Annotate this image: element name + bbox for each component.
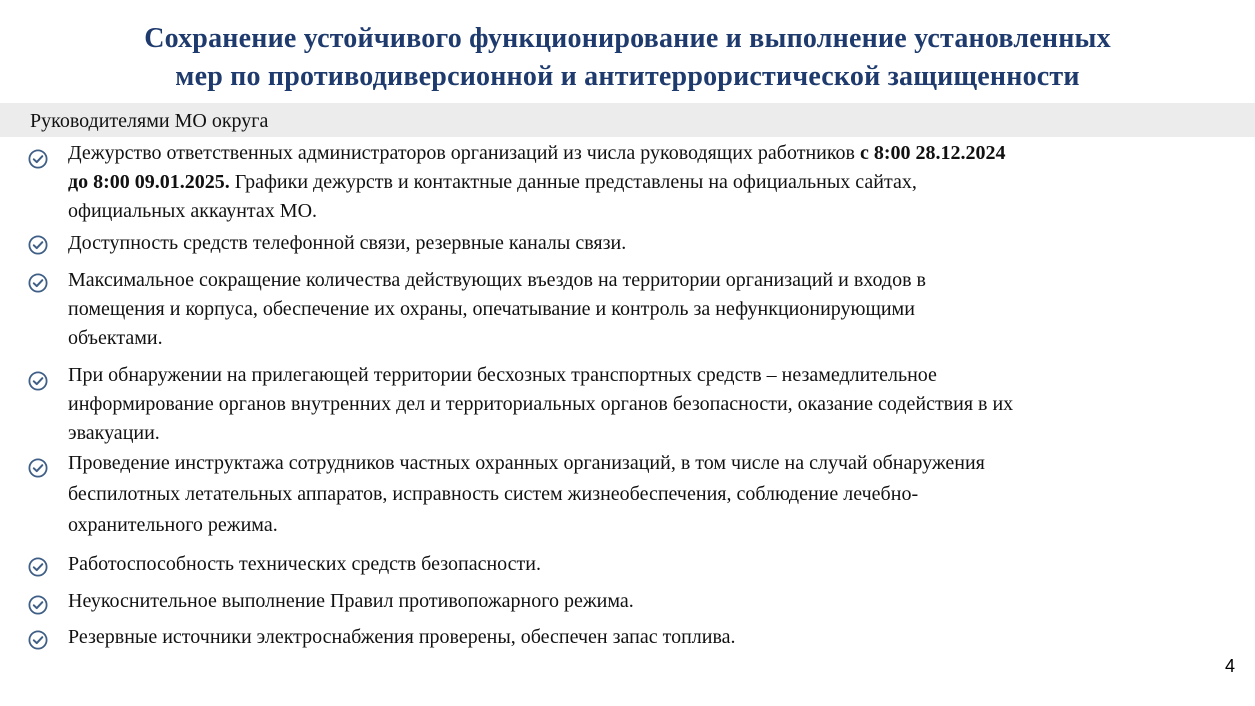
check-circle-icon	[28, 273, 48, 293]
list-item-text	[68, 361, 1208, 448]
list-item-text	[68, 266, 1208, 353]
list-item-text-5c: охранительного режима.	[68, 514, 278, 536]
list-item-date-start: с 8:00 28.12.2024	[860, 142, 1006, 164]
list-item-text-8: Резервные источники электроснабжения проверены, обеспечен запас топлива.	[68, 626, 736, 648]
list-item-text	[68, 623, 1208, 652]
list-item-text-5a: Проведение инструктажа сотрудников частных охранных организаций, в том числе на случай обнаружения	[68, 452, 985, 474]
list-item-text	[68, 139, 1208, 226]
list-item-text-1c: официальных аккаунтах МО.	[68, 200, 318, 222]
list-item-text-4b: информирование органов внутренних дел и территориальных органов безопасности, оказание содействия в их	[68, 393, 1014, 415]
check-circle-icon	[28, 595, 48, 615]
list-item-text	[68, 550, 1208, 579]
slide-title-line-2: мер по противодиверсионной и антитеррористической защищенности	[175, 61, 1080, 92]
list-item-text-3a: Максимальное сокращение количества действующих въездов на территории организаций и входов в	[68, 269, 926, 291]
check-circle-icon	[28, 371, 48, 391]
check-circle-icon	[28, 458, 48, 478]
list-item-text-5b: беспилотных летательных аппаратов, исправность систем жизнеобеспечения, соблюдение лечебно-	[68, 483, 919, 505]
check-circle-icon	[28, 630, 48, 650]
list-item-text-1a: Дежурство ответственных администраторов организаций из числа руководящих работников	[68, 142, 860, 164]
section-header-text: Руководителями МО округа	[30, 110, 269, 132]
slide-title	[0, 20, 1255, 96]
list-item-text-3c: объектами.	[68, 327, 163, 349]
check-circle-icon	[28, 557, 48, 577]
list-item-date-end: до 8:00 09.01.2025.	[68, 171, 230, 193]
list-item-text-6: Работоспособность технических средств безопасности.	[68, 553, 541, 575]
section-header-bar	[0, 103, 1255, 137]
page-number: 4	[1225, 656, 1236, 676]
list-item-text-3b: помещения и корпуса, обеспечение их охраны, опечатывание и контроль за нефункционирующими	[68, 298, 915, 320]
list-item-text-4c: эвакуации.	[68, 422, 160, 444]
slide-title-line-1: Сохранение устойчивого функционирование и выполнение установленных	[144, 23, 1111, 54]
list-item-text-2: Доступность средств телефонной связи, резервные каналы связи.	[68, 232, 627, 254]
list-item-text	[68, 229, 1208, 258]
list-item-text-7: Неукоснительное выполнение Правил противопожарного режима.	[68, 590, 634, 612]
list-item-text-1b: Графики дежурств и контактные данные представлены на официальных сайтах,	[229, 171, 917, 193]
list-item-text	[68, 448, 1208, 541]
list-item-text-4a: При обнаружении на прилегающей территории бесхозных транспортных средств – незамедлительное	[68, 364, 937, 386]
check-circle-icon	[28, 149, 48, 169]
list-item-text	[68, 587, 1208, 616]
check-circle-icon	[28, 235, 48, 255]
